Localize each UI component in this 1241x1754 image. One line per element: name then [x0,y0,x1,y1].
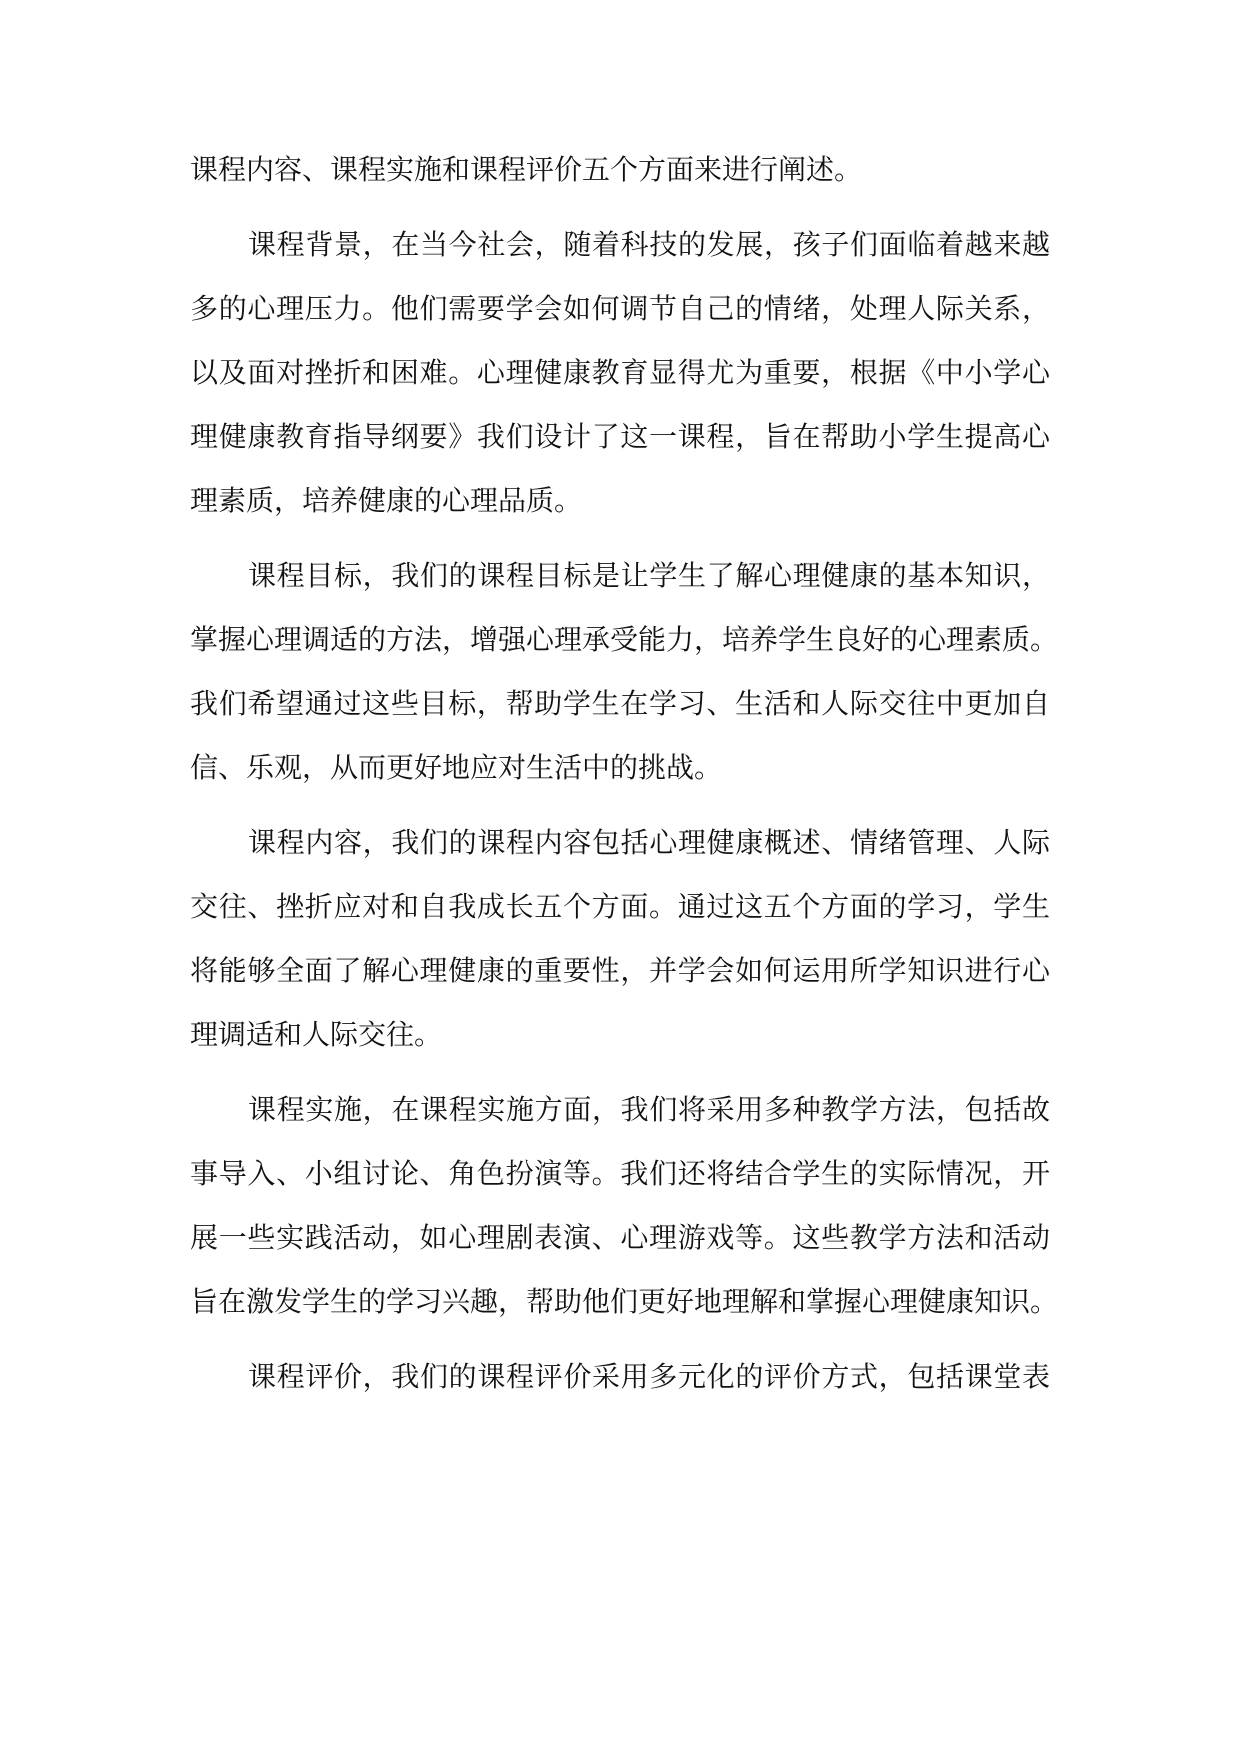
paragraph [190,138,1050,202]
text-line: 以及面对挫折和困难。心理健康教育显得尤为重要，根据《中小学心 [190,356,1050,389]
paragraph-background [190,213,1050,533]
document-body [190,138,1059,1409]
text-line: 旨在激发学生的学习兴趣，帮助他们更好地理解和掌握心理健康知识。 [190,1285,1059,1318]
text-line: 事导入、小组讨论、角色扮演等。我们还将结合学生的实际情况，开 [190,1157,1050,1190]
text-line: 理健康教育指导纲要》我们设计了这一课程，旨在帮助小学生提高心 [190,420,1050,453]
text-line: 课程目标，我们的课程目标是让学生了解心理健康的基本知识， [248,559,1050,592]
text-line: 多的心理压力。他们需要学会如何调节自己的情绪，处理人际关系， [190,292,1050,325]
text-line: 我们希望通过这些目标，帮助学生在学习、生活和人际交往中更加自 [190,687,1050,720]
text-line: 课程内容、课程实施和课程评价五个方面来进行阐述。 [190,153,863,186]
text-line: 信、乐观，从而更好地应对生活中的挑战。 [190,751,723,784]
text-line: 掌握心理调适的方法，增强心理承受能力，培养学生良好的心理素质。 [190,623,1059,656]
paragraph-evaluation [190,1345,1050,1409]
text-line: 理素质，培养健康的心理品质。 [190,484,583,517]
paragraph-implementation [190,1078,1059,1334]
text-line: 课程内容，我们的课程内容包括心理健康概述、情绪管理、人际 [248,826,1050,859]
text-line: 课程实施，在课程实施方面，我们将采用多种教学方法，包括故 [248,1093,1050,1126]
paragraph-content [190,811,1050,1067]
text-line: 理调适和人际交往。 [190,1018,443,1051]
text-line: 课程评价，我们的课程评价采用多元化的评价方式，包括课堂表 [248,1360,1050,1393]
text-line: 交往、挫折应对和自我成长五个方面。通过这五个方面的学习，学生 [190,890,1050,923]
paragraph-goals [190,544,1059,800]
text-line: 课程背景，在当今社会，随着科技的发展，孩子们面临着越来越 [248,228,1050,261]
text-line: 将能够全面了解心理健康的重要性，并学会如何运用所学知识进行心 [190,954,1050,987]
text-line: 展一些实践活动，如心理剧表演、心理游戏等。这些教学方法和活动 [190,1221,1050,1254]
